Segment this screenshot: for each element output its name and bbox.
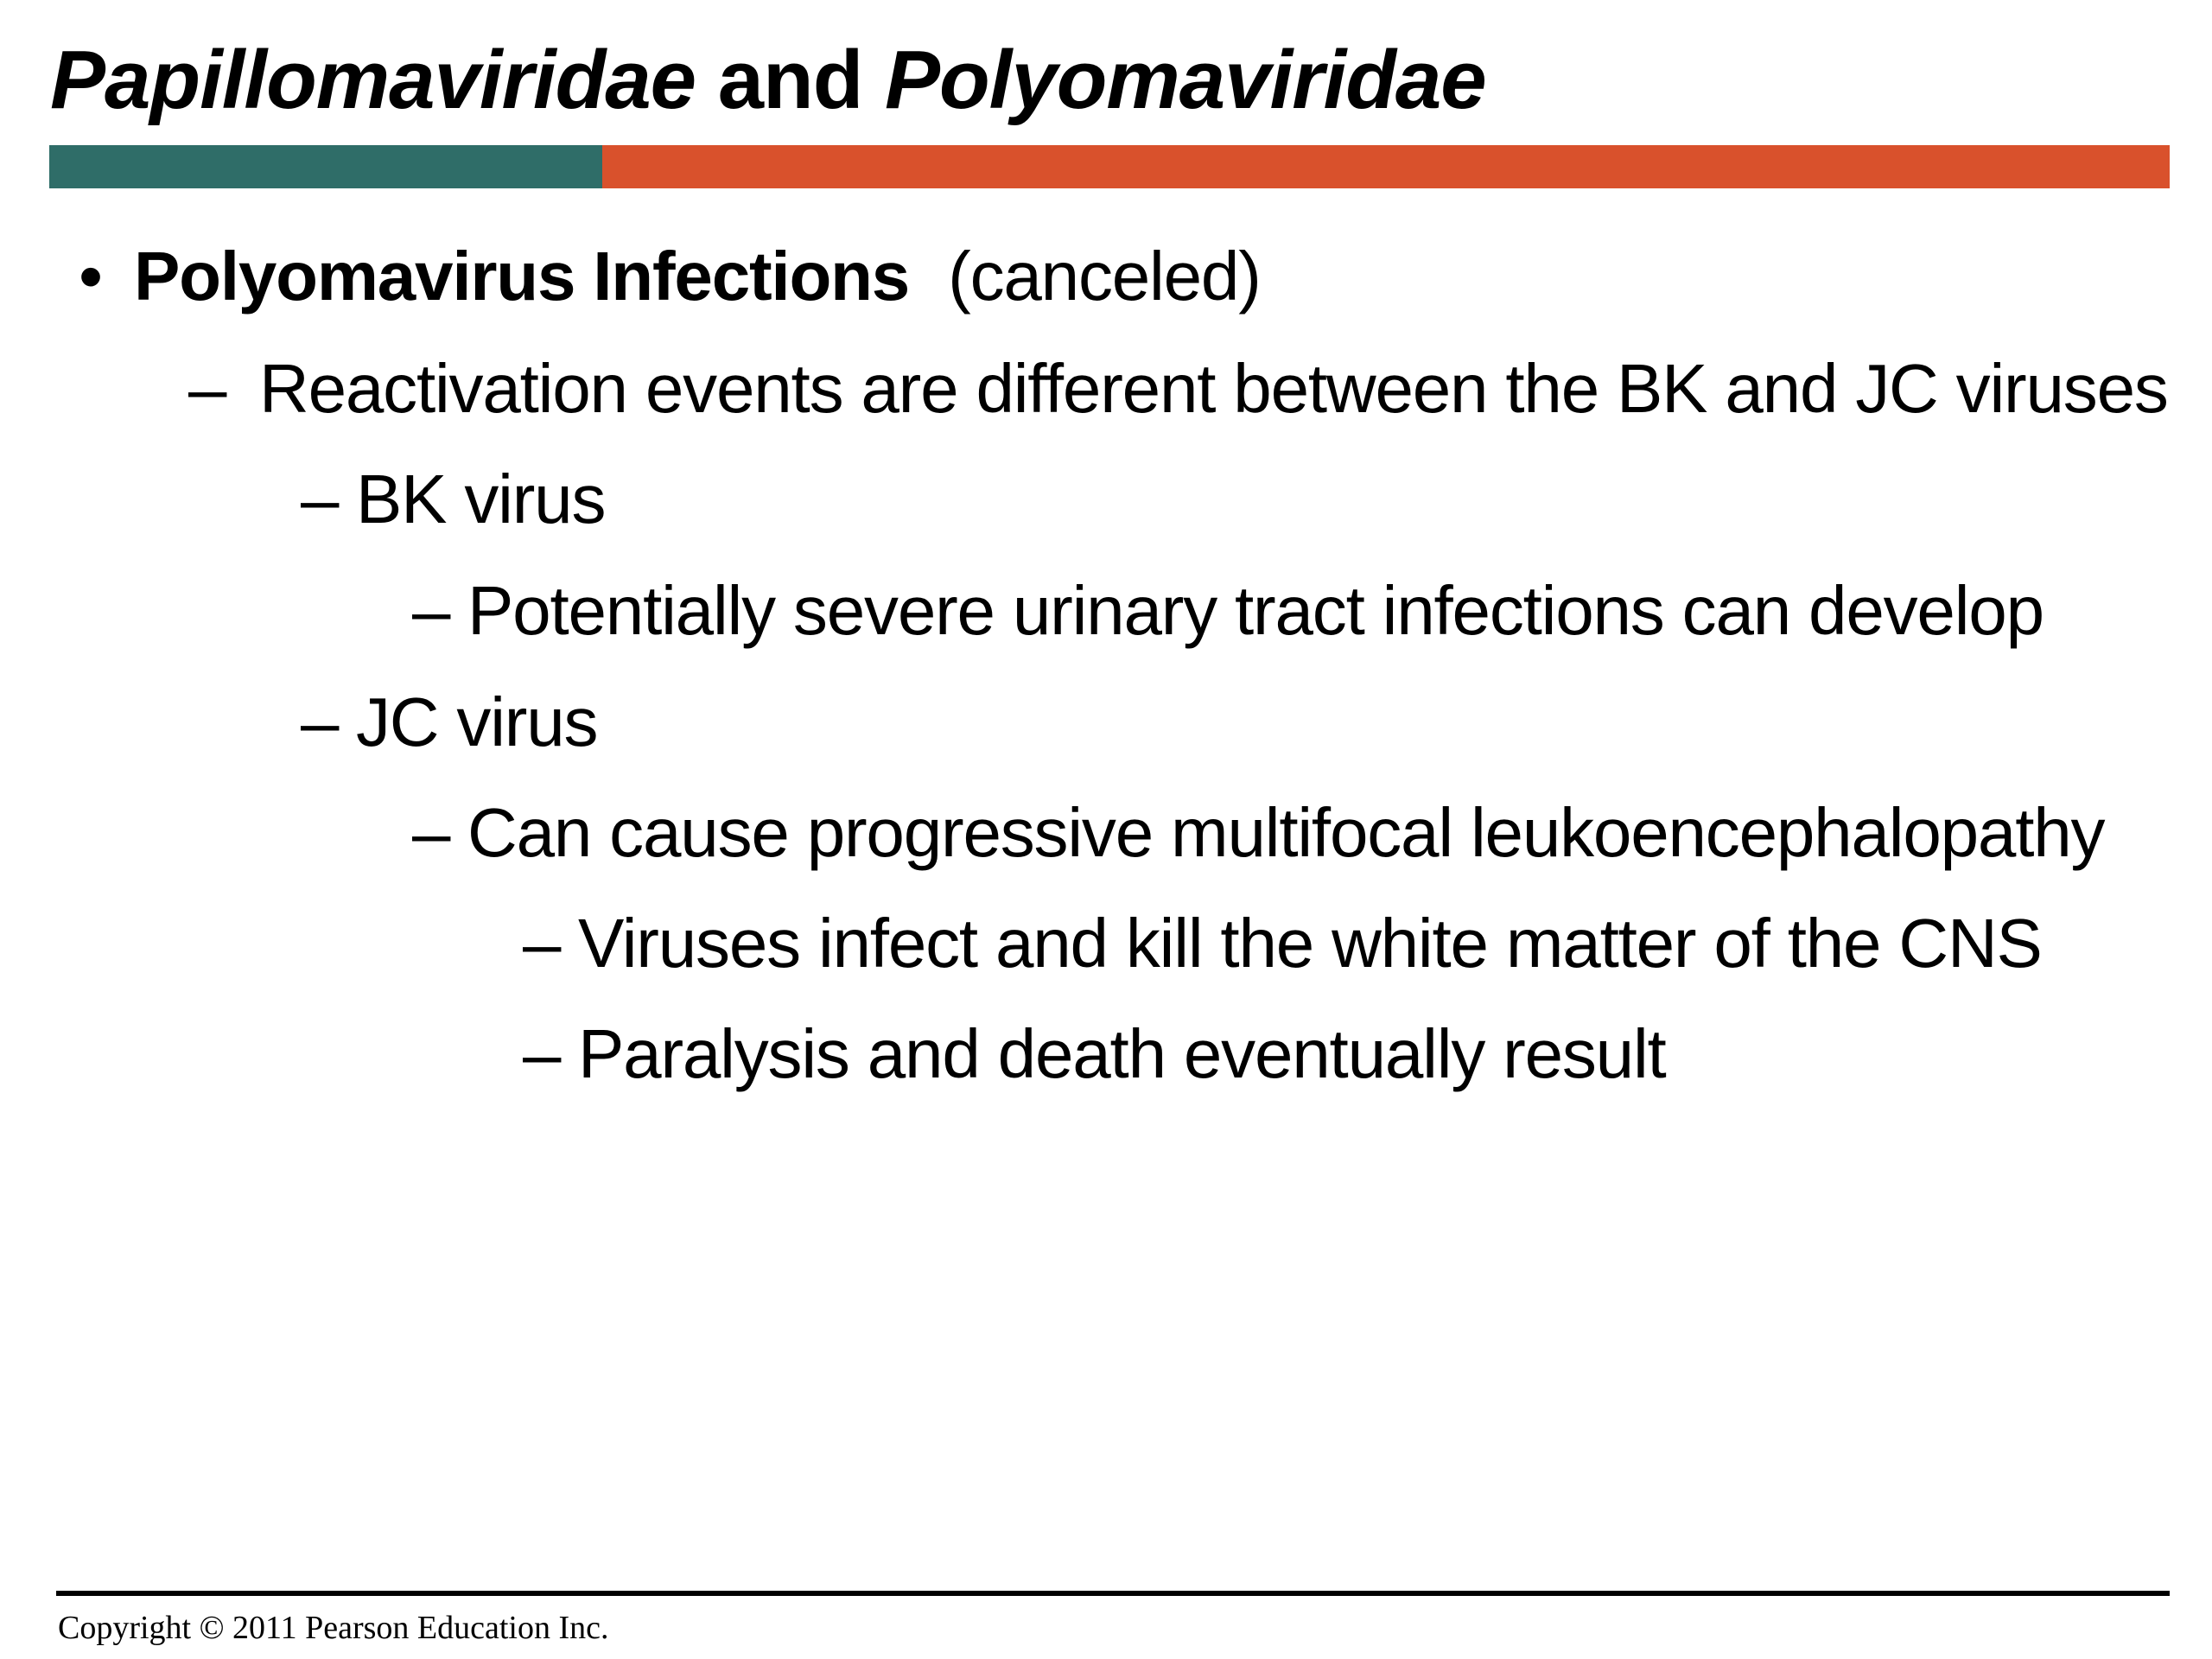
title-conjunction: and [695, 34, 885, 126]
bullet-jc-virus [301, 681, 598, 764]
jc-sub1-text: Viruses infect and kill the white matter of the CNS [578, 905, 2042, 982]
bullet-bk-virus [301, 458, 606, 541]
slide-title [50, 33, 1486, 128]
bullet-jc-sub-white-matter [523, 902, 2042, 985]
canceled-note: (canceled) [948, 238, 1261, 315]
bullet-bk-detail [412, 569, 2044, 652]
bullet-dot-icon: • [79, 238, 102, 315]
title-family-papillomaviridae: Papillomaviridae [50, 34, 696, 126]
bk-detail-text: Potentially severe urinary tract infections can develop [467, 572, 2044, 649]
dash-icon: – [412, 572, 450, 649]
dash-icon: – [412, 794, 450, 871]
jc-sub2-text: Paralysis and death eventually result [578, 1015, 1666, 1092]
reactivation-text: Reactivation events are different between the BK and JC viruses [259, 350, 2168, 427]
heading-polyomavirus-infections: Polyomavirus Infections [134, 238, 910, 315]
footer-divider [56, 1591, 2170, 1596]
dash-icon: – [301, 683, 339, 760]
bullet-jc-sub-paralysis [523, 1013, 1666, 1096]
footer-copyright: Copyright © 2011 Pearson Education Inc. [58, 1610, 609, 1646]
dash-icon: – [188, 350, 226, 427]
jc-detail-text: Can cause progressive multifocal leukoencephalopathy [467, 794, 2105, 871]
title-family-polyomaviridae: Polyomaviridae [885, 34, 1486, 126]
bullet-polyomavirus-infections [79, 235, 1261, 318]
title-bar-teal-segment [49, 145, 602, 188]
dash-icon: – [523, 1015, 561, 1092]
bullet-jc-detail [412, 791, 2105, 874]
bullet-reactivation [188, 347, 2168, 430]
dash-icon: – [523, 905, 561, 982]
title-bar-orange-segment [602, 145, 2170, 188]
jc-virus-text: JC virus [356, 683, 598, 760]
title-accent-bar [49, 145, 2170, 188]
dash-icon: – [301, 461, 339, 537]
bk-virus-text: BK virus [356, 461, 606, 537]
